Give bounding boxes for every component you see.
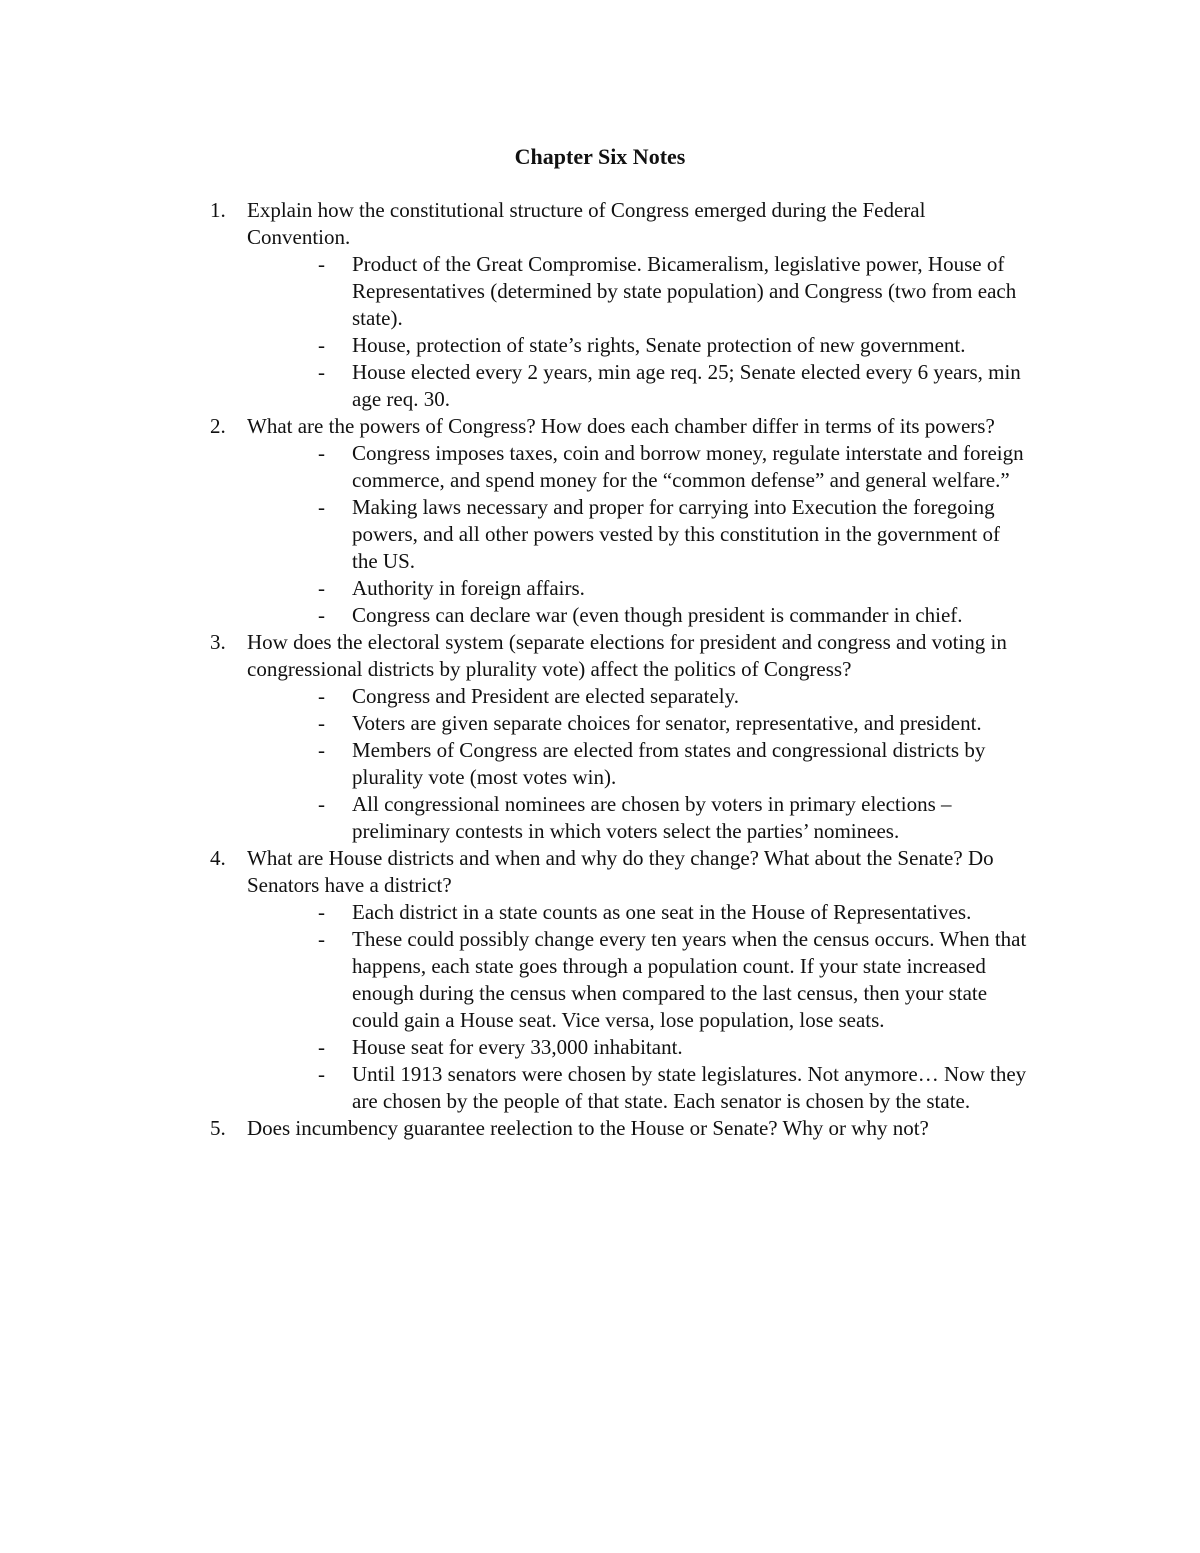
bullet-dash: - xyxy=(318,252,325,276)
answer-text: Congress and President are elected separately. xyxy=(352,684,739,708)
answer-text: House, protection of state’s rights, Senate protection of new government. xyxy=(352,333,966,357)
answer-text: These could possibly change every ten years when the census occurs. When that happens, each state goes through a population count. If your state increased enough during the census when compared to the last census, then your state could gain a House seat. Vice versa, lose population, lose seats. xyxy=(352,927,1027,1032)
bullet-dash: - xyxy=(318,576,325,600)
answer-item xyxy=(318,710,1030,737)
bullet-dash: - xyxy=(318,441,325,465)
answer-list xyxy=(210,683,1030,845)
answer-text: Until 1913 senators were chosen by state legislatures. Not anymore… Now they are chosen by the people of that state. Each senator is chosen by the state. xyxy=(352,1062,1027,1113)
answer-text: All congressional nominees are chosen by voters in primary elections – preliminary contests in which voters select the parties’ nominees. xyxy=(352,792,952,843)
bullet-dash: - xyxy=(318,333,325,357)
answer-text: Congress can declare war (even though president is commander in chief. xyxy=(352,603,963,627)
question-item-5 xyxy=(210,1115,1030,1142)
answer-text: Authority in foreign affairs. xyxy=(352,576,585,600)
answer-text: Product of the Great Compromise. Bicameralism, legislative power, House of Representatives (determined by state population) and Congress (two from each state). xyxy=(352,252,1017,330)
bullet-dash: - xyxy=(318,738,325,762)
answer-list xyxy=(210,251,1030,413)
bullet-dash: - xyxy=(318,603,325,627)
question-number: 1. xyxy=(210,198,226,222)
question-item-1 xyxy=(210,197,1030,413)
answer-item xyxy=(318,899,1030,926)
answer-text: Making laws necessary and proper for carrying into Execution the foregoing powers, and all other powers vested by this constitution in the government of the US. xyxy=(352,495,1000,573)
question-list xyxy=(210,197,1030,1142)
answer-item xyxy=(318,1061,1030,1115)
answer-item xyxy=(318,926,1030,1034)
answer-item xyxy=(318,683,1030,710)
bullet-dash: - xyxy=(318,495,325,519)
question-number: 5. xyxy=(210,1116,226,1140)
question-number: 4. xyxy=(210,846,226,870)
question-item-2 xyxy=(210,413,1030,629)
answer-text: Members of Congress are elected from states and congressional districts by plurality vote (most votes win). xyxy=(352,738,986,789)
question-text: What are House districts and when and why do they change? What about the Senate? Do Senators have a district? xyxy=(247,846,994,897)
bullet-dash: - xyxy=(318,900,325,924)
answer-item xyxy=(318,440,1030,494)
answer-item xyxy=(318,575,1030,602)
bullet-dash: - xyxy=(318,360,325,384)
answer-item xyxy=(318,1034,1030,1061)
answer-item xyxy=(318,494,1030,575)
bullet-dash: - xyxy=(318,711,325,735)
answer-item xyxy=(318,602,1030,629)
question-text: Does incumbency guarantee reelection to the House or Senate? Why or why not? xyxy=(247,1116,929,1140)
bullet-dash: - xyxy=(318,684,325,708)
question-text: How does the electoral system (separate elections for president and congress and voting in congressional districts by plurality vote) affect the politics of Congress? xyxy=(247,630,1007,681)
question-item-4 xyxy=(210,845,1030,1115)
answer-item xyxy=(318,359,1030,413)
answer-item xyxy=(318,332,1030,359)
question-text: Explain how the constitutional structure of Congress emerged during the Federal Convention. xyxy=(247,198,926,249)
bullet-dash: - xyxy=(318,927,325,951)
question-number: 3. xyxy=(210,630,226,654)
bullet-dash: - xyxy=(318,792,325,816)
answer-list xyxy=(210,440,1030,629)
question-item-3 xyxy=(210,629,1030,845)
answer-text: House elected every 2 years, min age req. 25; Senate elected every 6 years, min age req. 30. xyxy=(352,360,1021,411)
answer-list xyxy=(210,899,1030,1115)
bullet-dash: - xyxy=(318,1035,325,1059)
answer-text: Each district in a state counts as one seat in the House of Representatives. xyxy=(352,900,972,924)
answer-text: Congress imposes taxes, coin and borrow money, regulate interstate and foreign commerce, and spend money for the “common defense” and general welfare.” xyxy=(352,441,1024,492)
bullet-dash: - xyxy=(318,1062,325,1086)
question-number: 2. xyxy=(210,414,226,438)
answer-item xyxy=(318,251,1030,332)
answer-item xyxy=(318,791,1030,845)
question-text: What are the powers of Congress? How does each chamber differ in terms of its powers? xyxy=(247,414,995,438)
answer-item xyxy=(318,737,1030,791)
page-title: Chapter Six Notes xyxy=(514,144,686,169)
answer-text: House seat for every 33,000 inhabitant. xyxy=(352,1035,683,1059)
answer-text: Voters are given separate choices for senator, representative, and president. xyxy=(352,711,982,735)
